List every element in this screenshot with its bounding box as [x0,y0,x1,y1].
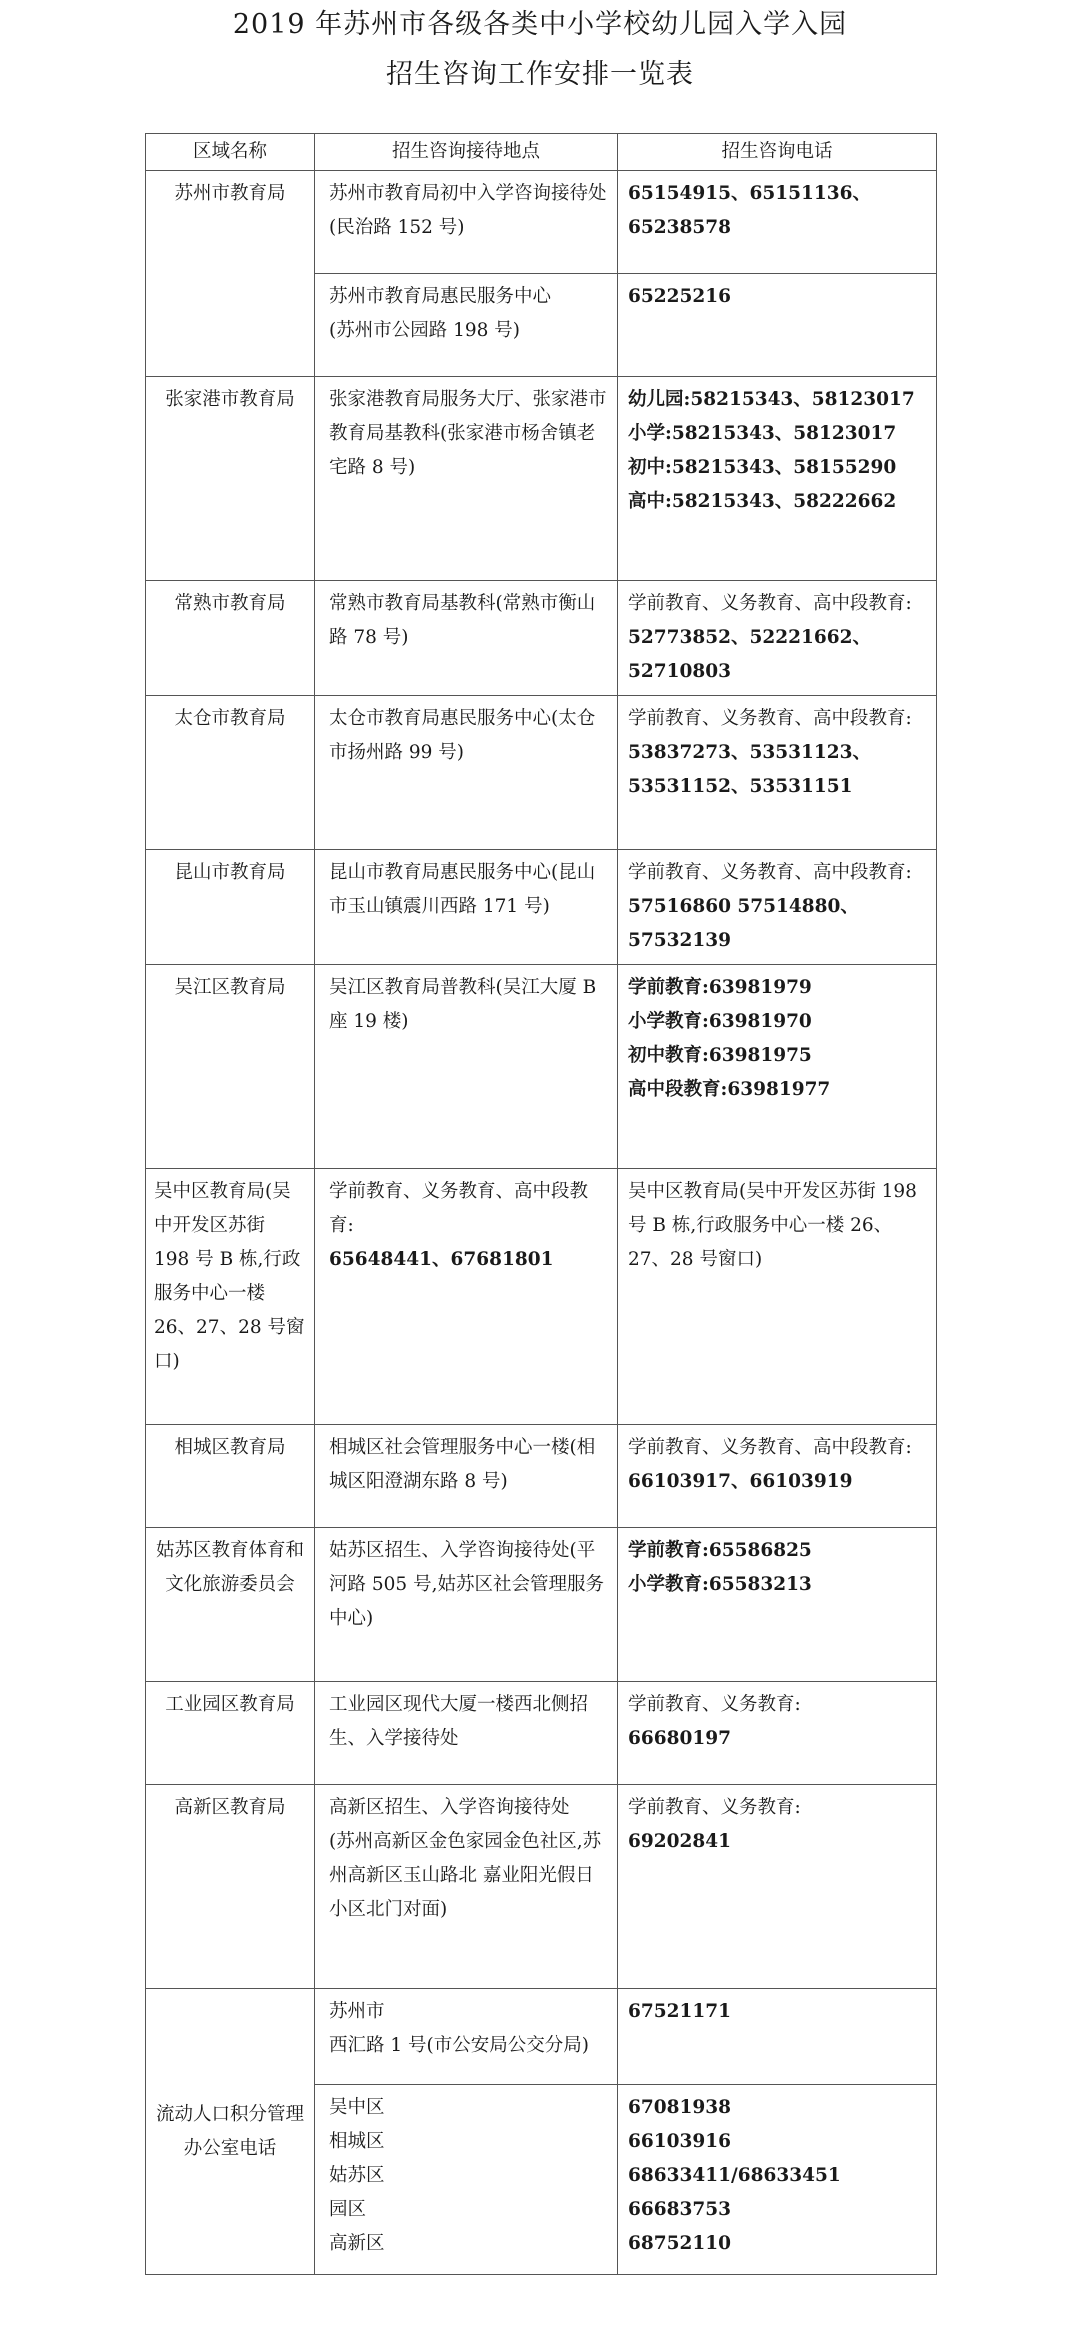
location-line: (苏州高新区金色家园金色社区,苏州高新区玉山路北 嘉业阳光假日小区北门对面) [329,1831,602,1920]
location-line: 吴中区 [329,2097,385,2118]
phone-cell [618,581,937,696]
location-line: 高新区招生、入学咨询接待处 [329,1797,570,1818]
location-cell: 苏州市教育局初中入学咨询接待处(民治路 152 号) [315,171,618,274]
location-cell: 工业园区现代大厦一楼西北侧招生、入学接待处 [315,1682,618,1785]
phone-label: 学前教育、义务教育: [628,1797,801,1818]
phone-line: 68633411/68633451 [628,2165,841,2186]
area-cell: 流动人口积分管理办公室电话 [146,1989,315,2275]
phone-line: 小学教育:65583213 [628,1574,812,1595]
phone-label: 学前教育、义务教育、高中段教育: [628,1437,912,1458]
phone-cell [618,1528,937,1682]
phone-number: 53837273、53531123、53531152、53531151 [628,742,871,797]
table-row [146,1785,937,1989]
table-row [146,171,937,274]
area-cell: 常熟市教育局 [146,581,315,696]
location-cell: 昆山市教育局惠民服务中心(昆山市玉山镇震川西路 171 号) [315,850,618,965]
phone-line: 学前教育:65586825 [628,1540,812,1561]
area-cell: 吴江区教育局 [146,965,315,1169]
table-row [146,965,937,1169]
phone-line: 小学:58215343、58123017 [628,423,897,444]
phone-cell: 65154915、65151136、65238578 [618,171,937,274]
area-cell: 张家港市教育局 [146,377,315,581]
phone-number: 66103917、66103919 [628,1471,853,1492]
table-row [146,1425,937,1528]
location-line: 园区 [329,2199,367,2220]
table-row [146,377,937,581]
phone-line: 小学教育:63981970 [628,1011,812,1032]
location-cell: 常熟市教育局基教科(常熟市衡山路 78 号) [315,581,618,696]
location-cell [315,1989,618,2085]
table-row [146,1682,937,1785]
phone-number: 57516860 57514880、57532139 [628,896,859,951]
phone-label: 学前教育、义务教育、高中段教育: [628,593,912,614]
location-cell: 吴江区教育局普教科(吴江大厦 B 座 19 楼) [315,965,618,1169]
location-line: 西汇路 1 号(市公安局公交分局) [329,2035,589,2056]
location-cell [315,274,618,377]
phone-line: 68752110 [628,2233,731,2254]
phone-line: 66103916 [628,2131,731,2152]
table-header-row [146,134,937,171]
location-line: 苏州市 [329,2001,385,2022]
enrollment-consultation-table [145,133,937,2275]
phone-cell: 65225216 [618,274,937,377]
phone-line: 学前教育:63981979 [628,977,812,998]
location-cell: 姑苏区招生、入学咨询接待处(平河路 505 号,姑苏区社会管理服务中心) [315,1528,618,1682]
location-line: 相城区 [329,2131,385,2152]
phone-cell [618,1425,937,1528]
phone-cell [618,377,937,581]
location-cell [315,2085,618,2275]
location-line: 姑苏区 [329,2165,385,2186]
area-cell: 昆山市教育局 [146,850,315,965]
area-cell: 苏州市教育局 [146,171,315,377]
phone-number: 52773852、52221662、52710803 [628,627,871,682]
location-line: 高新区 [329,2233,385,2254]
document-title: 2019 年苏州市各级各类中小学校幼儿园入学入园 [232,9,848,40]
area-cell: 相城区教育局 [146,1425,315,1528]
location-cell [315,1169,618,1425]
location-number: 65648441、67681801 [329,1249,554,1270]
header-phone: 招生咨询电话 [618,134,937,171]
table-row [146,1169,937,1425]
phone-line: 66683753 [628,2199,731,2220]
phone-line: 高中:58215343、58222662 [628,491,897,512]
phone-label: 学前教育、义务教育、高中段教育: [628,708,912,729]
location-label: 学前教育、义务教育、高中段教育: [329,1181,589,1236]
location-cell: 张家港教育局服务大厅、张家港市教育局基教科(张家港市杨舍镇老宅路 8 号) [315,377,618,581]
document-subtitle: 招生咨询工作安排一览表 [386,59,694,90]
phone-cell: 吴中区教育局(吴中开发区苏街 198 号 B 栋,行政服务中心一楼 26、27、28 号窗口) [618,1169,937,1425]
table-row [146,1528,937,1682]
table-row [146,696,937,850]
header-location: 招生咨询接待地点 [315,134,618,171]
phone-cell: 67521171 [618,1989,937,2085]
phone-label: 学前教育、义务教育、高中段教育: [628,862,912,883]
phone-line: 高中段教育:63981977 [628,1079,831,1100]
phone-line: 初中教育:63981975 [628,1045,812,1066]
phone-cell [618,965,937,1169]
location-line: (苏州市公园路 198 号) [329,320,521,341]
phone-cell [618,1785,937,1989]
table-row [146,1989,937,2085]
phone-cell [618,2085,937,2275]
phone-label: 学前教育、义务教育: [628,1694,801,1715]
header-area: 区域名称 [146,134,315,171]
area-cell: 高新区教育局 [146,1785,315,1989]
area-cell: 吴中区教育局(吴中开发区苏街 198 号 B 栋,行政服务中心一楼 26、27、28 号窗口) [146,1169,315,1425]
phone-line: 幼儿园:58215343、58123017 [628,389,915,410]
area-cell: 工业园区教育局 [146,1682,315,1785]
phone-cell [618,1682,937,1785]
area-cell: 姑苏区教育体育和文化旅游委员会 [146,1528,315,1682]
location-cell [315,1785,618,1989]
location-line: 苏州市教育局惠民服务中心 [329,286,552,307]
phone-number: 66680197 [628,1728,731,1749]
phone-cell [618,850,937,965]
table-row [146,581,937,696]
table-row [146,850,937,965]
phone-line: 67081938 [628,2097,731,2118]
phone-cell [618,696,937,850]
area-cell: 太仓市教育局 [146,696,315,850]
phone-number: 69202841 [628,1831,731,1852]
phone-line: 初中:58215343、58155290 [628,457,897,478]
location-cell: 太仓市教育局惠民服务中心(太仓市扬州路 99 号) [315,696,618,850]
location-cell: 相城区社会管理服务中心一楼(相城区阳澄湖东路 8 号) [315,1425,618,1528]
